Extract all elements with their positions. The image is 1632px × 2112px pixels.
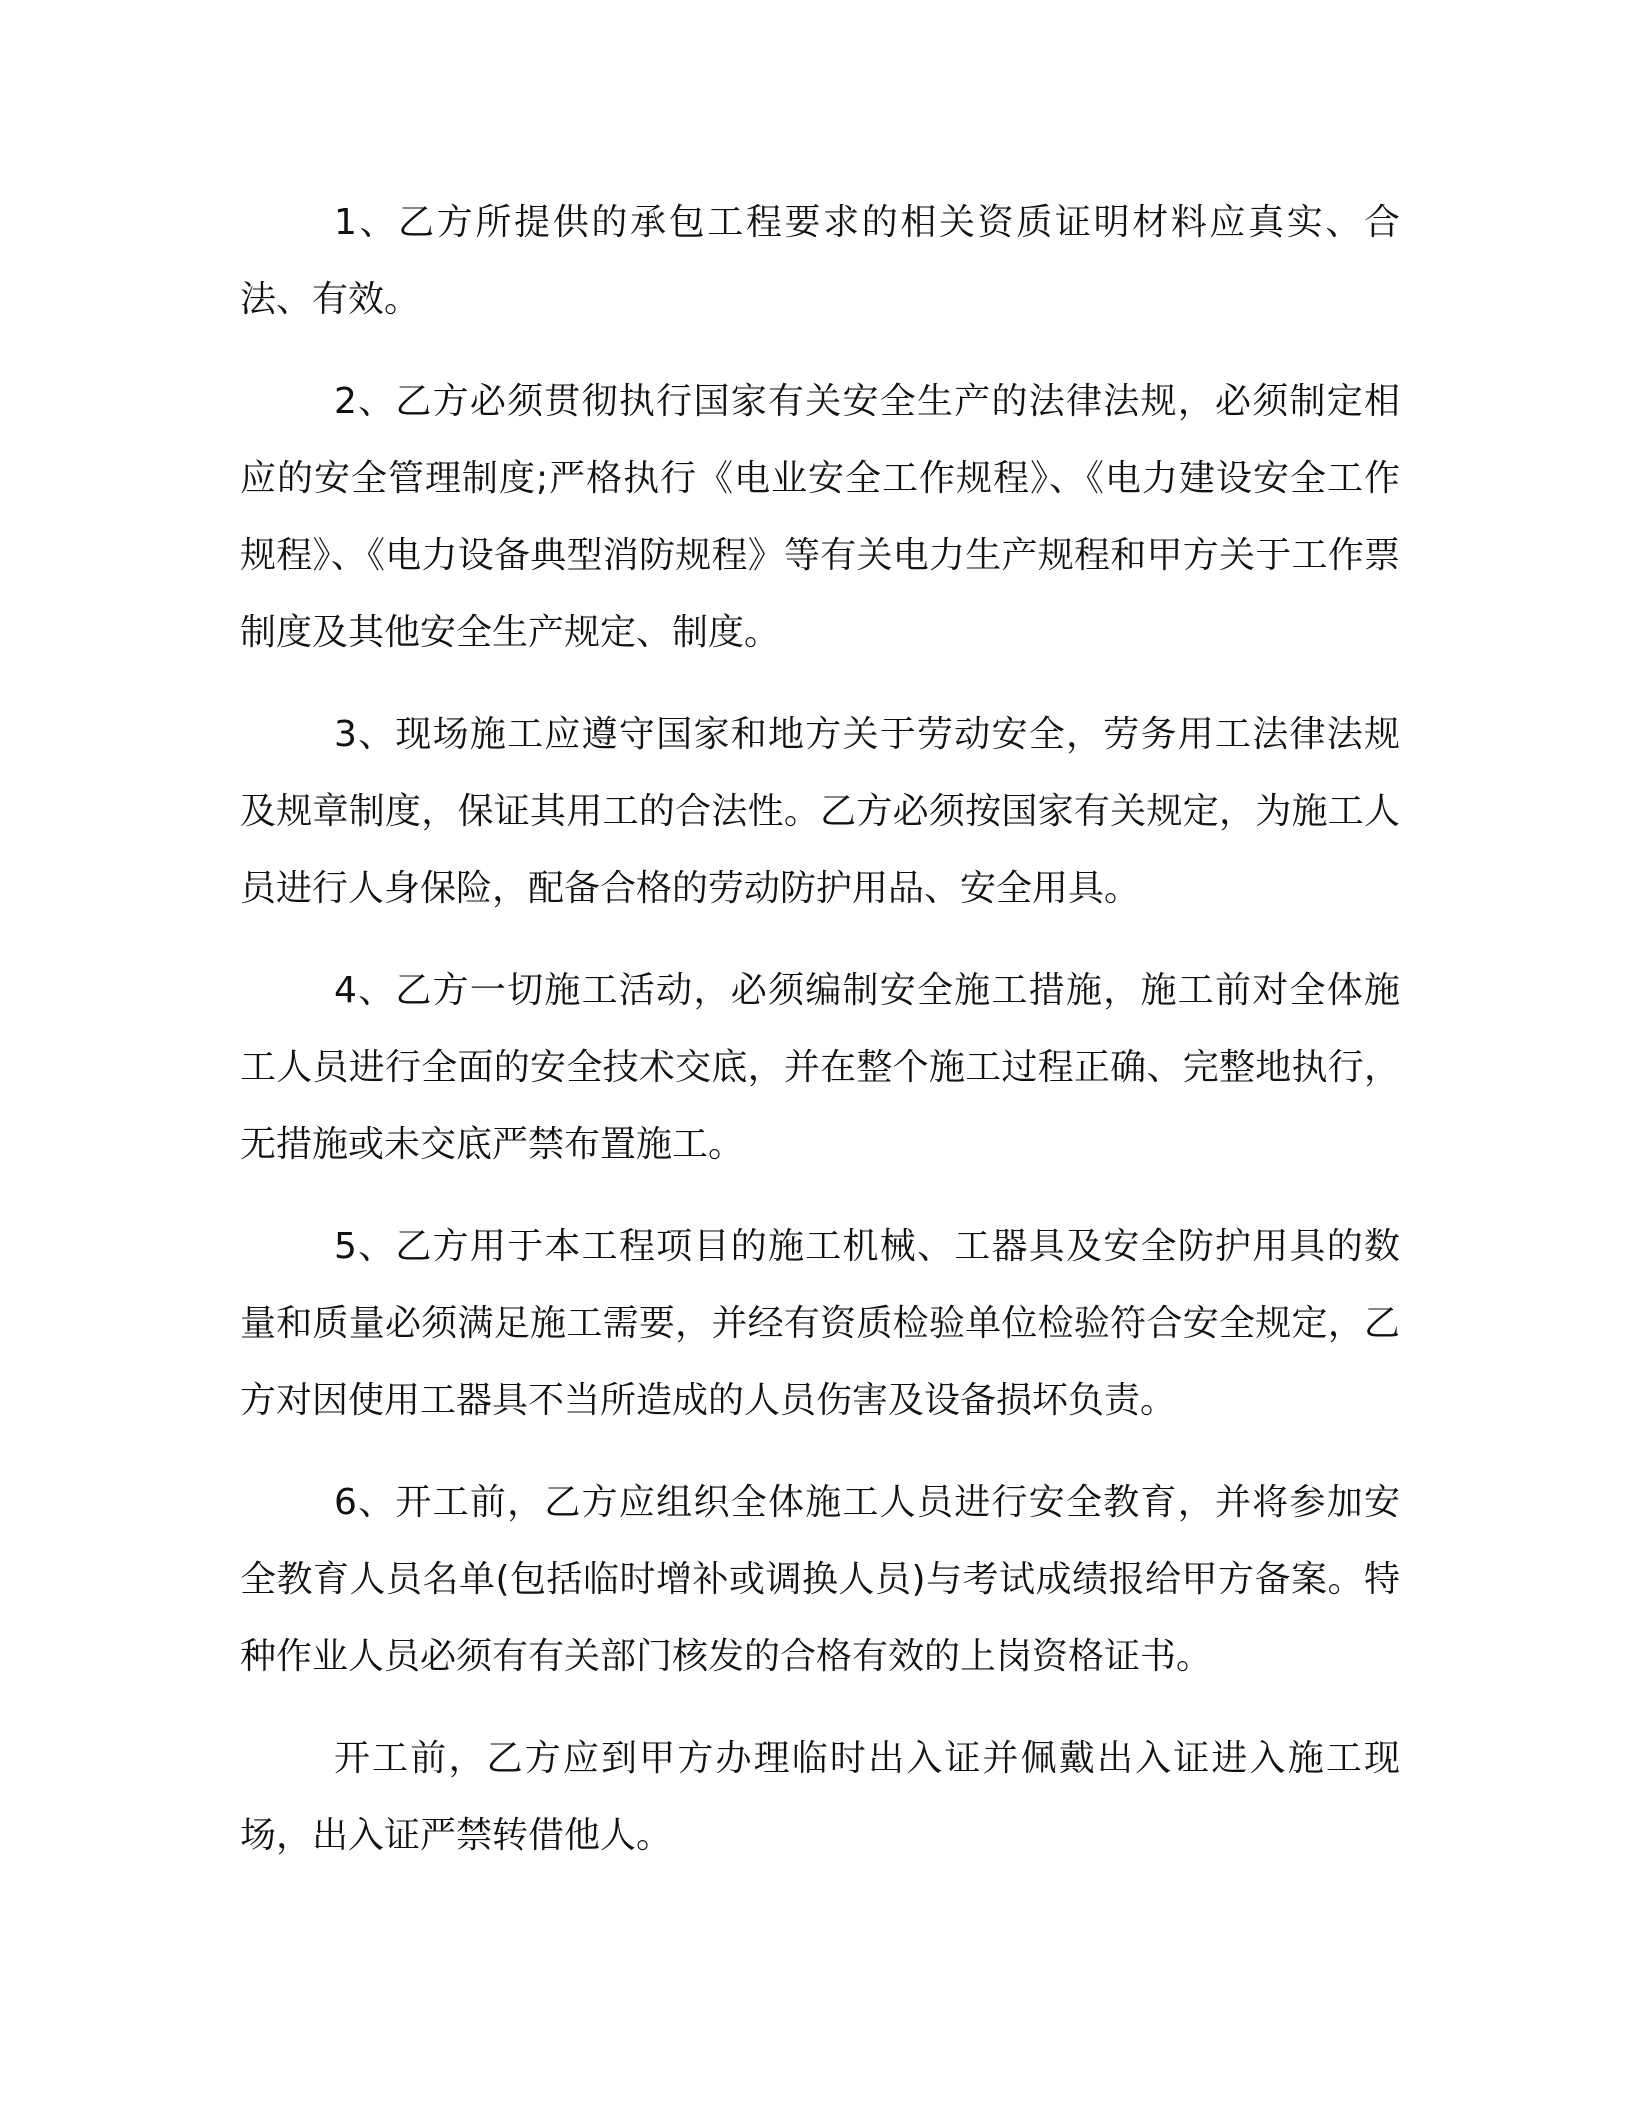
paragraph-4: 4、乙方一切施工活动，必须编制安全施工措施，施工前对全体施工人员进行全面的安全技术交底，并在整个施工过程正确、完整地执行，无措施或未交底严禁布置施工。 [240,970,1400,1165]
paragraph-1: 1、乙方所提供的承包工程要求的相关资质证明材料应真实、合法、有效。 [240,202,1400,320]
document-body [240,184,1400,1899]
paragraph-5: 5、乙方用于本工程项目的施工机械、工器具及安全防护用具的数量和质量必须满足施工需要，并经有资质检验单位检验符合安全规定，乙方对因使用工器具不当所造成的人员伤害及设备损坏负责。 [240,1226,1400,1421]
paragraph-3: 3、现场施工应遵守国家和地方关于劳动安全，劳务用工法律法规及规章制度，保证其用工的合法性。乙方必须按国家有关规定，为施工人员进行人身保险，配备合格的劳动防护用品、安全用具。 [240,714,1400,909]
paragraph-2: 2、乙方必须贯彻执行国家有关安全生产的法律法规，必须制定相应的安全管理制度;严格执行《电业安全工作规程》、《电力建设安全工作规程》、《电力设备典型消防规程》等有关电力生产规程和甲方关于工作票制度及其他安全生产规定、制度。 [240,381,1400,653]
paragraph-6: 6、开工前，乙方应组织全体施工人员进行安全教育，并将参加安全教育人员名单(包括临时增补或调换人员)与考试成绩报给甲方备案。特种作业人员必须有有关部门核发的合格有效的上岗资格证书。 [240,1482,1400,1677]
paragraph-7: 开工前，乙方应到甲方办理临时出入证并佩戴出入证进入施工现场，出入证严禁转借他人。 [240,1738,1400,1856]
